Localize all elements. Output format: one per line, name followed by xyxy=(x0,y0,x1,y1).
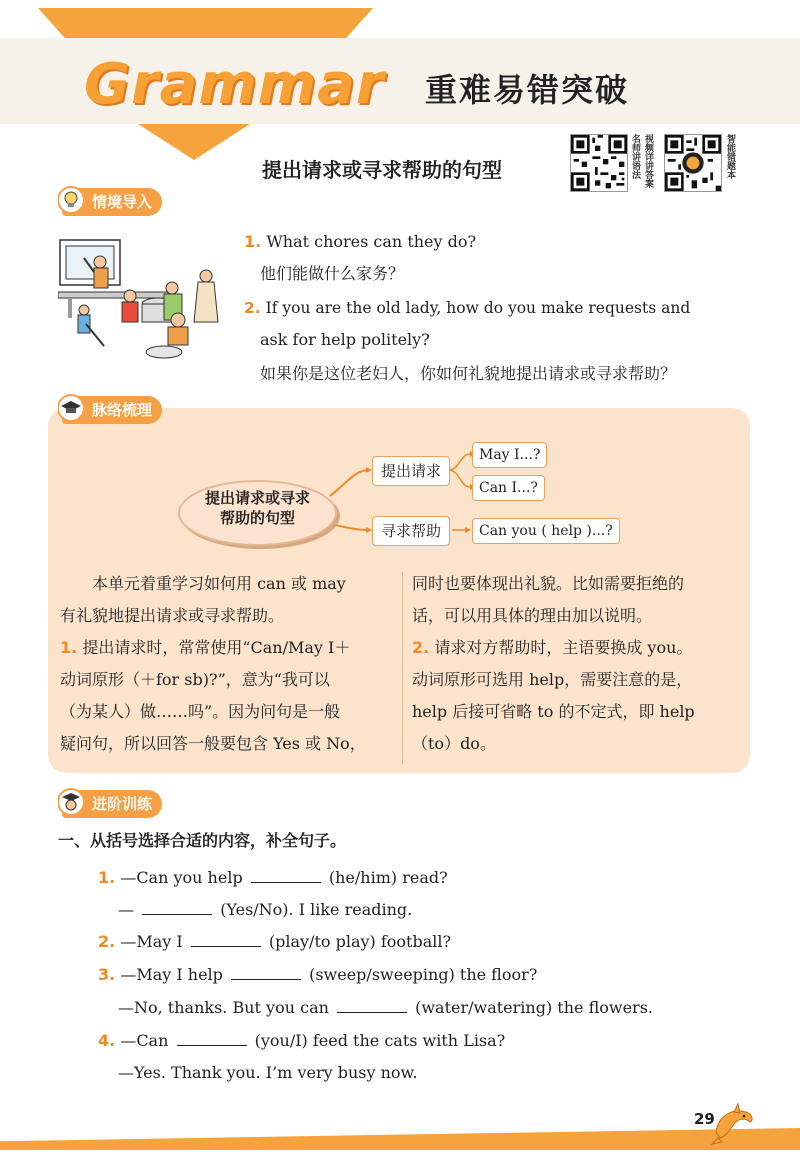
exercise-4-number: 4. xyxy=(98,1031,116,1050)
question-2-chinese: 如果你是这位老妇人，你如何礼貌地提出请求或寻求帮助？ xyxy=(260,364,677,383)
student-icon xyxy=(58,788,88,818)
graduation-cap-icon xyxy=(58,394,88,424)
question-1-number: 1. xyxy=(244,232,262,251)
tag-situation-label: 情境导入 xyxy=(92,193,153,211)
qr-label-left-2: 视频详讲答案 xyxy=(643,134,653,188)
mindmap-leaf-may-i: May I...? xyxy=(472,442,547,468)
exercise-1-text-a: —Can you help xyxy=(120,868,243,887)
point-2-line-2: 动词原形可选用 help，需要注意的是， xyxy=(412,670,693,689)
point-1-line-4: 疑问句，所以回答一般要包含 Yes 或 No， xyxy=(60,734,366,753)
exercise-4-blank-1[interactable] xyxy=(177,1029,247,1046)
question-2-english-line-1: If you are the old lady, how do you make requests and xyxy=(265,299,691,317)
point-1-line-1 xyxy=(60,632,395,664)
grammar-title: Grammar xyxy=(84,52,385,117)
intro-line-1: 本单元着重学习如何用 can 或 may xyxy=(92,574,346,593)
footer-band xyxy=(0,1128,800,1150)
point-2-text-1: 请求对方帮助时，主语要换成 you。 xyxy=(434,638,693,657)
tag-situation xyxy=(62,188,162,216)
exercise-1-text-d: (Yes/No). I like reading. xyxy=(220,900,413,919)
exercise-4-question xyxy=(98,1029,505,1052)
point-2-line-4: （to）do。 xyxy=(412,734,496,753)
point-2-line-1 xyxy=(412,632,747,664)
exercise-4-answer: —Yes. Thank you. I’m very busy now. xyxy=(118,1063,418,1082)
tag-practice-label: 进阶训练 xyxy=(92,795,153,813)
question-1 xyxy=(244,232,476,252)
chores-illustration xyxy=(58,236,228,366)
tag-practice xyxy=(62,790,162,818)
exercise-3-blank-2[interactable] xyxy=(337,996,407,1013)
point-1-text-1: 提出请求时，常常使用“Can/May I＋ xyxy=(82,638,351,657)
right-line-1: 同时也要体现出礼貌。比如需要拒绝的 xyxy=(412,574,685,593)
qr-code-icon[interactable] xyxy=(570,134,628,192)
exercise-4-text-a: —Can xyxy=(120,1031,169,1050)
header-subtitle: 重难易错突破 xyxy=(425,71,630,109)
exercise-1-text-c: — xyxy=(118,900,134,919)
exercise-3-text-c: —No, thanks. But you can xyxy=(118,998,329,1017)
qr-code-icon[interactable] xyxy=(664,134,722,192)
exercise-2-question xyxy=(98,930,451,953)
exercise-2-text-a: —May I xyxy=(120,932,183,951)
dolphin-icon xyxy=(710,1102,758,1146)
exercise-1-question xyxy=(98,866,448,889)
mindmap-center-line-2: 帮助的句型 xyxy=(219,509,295,527)
qr-label-right: 智能错题本 xyxy=(725,134,735,179)
exercise-3-text-d: (water/watering) the flowers. xyxy=(415,998,653,1017)
mindmap-branch-request: 提出请求 xyxy=(372,456,450,486)
qr-label-left: 名师讲语法 xyxy=(630,134,640,179)
exercise-3-blank-1[interactable] xyxy=(231,963,301,980)
exercise-2-number: 2. xyxy=(98,932,116,951)
mindmap-leaf-can-i: Can I...? xyxy=(472,475,545,501)
mindmap-center-line-1: 提出请求或寻求 xyxy=(204,489,310,507)
exercise-3-text-b: (sweep/sweeping) the floor? xyxy=(309,965,538,984)
exercise-1-number: 1. xyxy=(98,868,116,887)
point-1-line-2: 动词原形（＋for sb)?”，意为“我可以 xyxy=(60,670,330,689)
tag-overview-label: 脉络梳理 xyxy=(92,401,153,419)
mindmap-center xyxy=(178,480,337,546)
question-2 xyxy=(244,298,690,318)
header-decoration-top xyxy=(38,8,373,38)
point-1-line-3: （为某人）做……吗”。因为问句是一般 xyxy=(60,702,341,721)
explanation-left-column xyxy=(60,568,395,760)
question-1-english: What chores can they do? xyxy=(266,232,477,251)
tag-overview xyxy=(62,396,162,424)
exercise-1-text-b: (he/him) read? xyxy=(328,868,448,887)
exercise-1-blank-2[interactable] xyxy=(142,898,212,915)
explanation-right-column xyxy=(412,568,747,760)
header-decoration-bottom xyxy=(138,124,250,160)
exercise-3-answer xyxy=(118,996,653,1019)
question-2-english-line-2: ask for help politely? xyxy=(260,330,430,349)
exercise-3-question xyxy=(98,963,537,986)
question-2-number: 2. xyxy=(244,299,261,317)
section-title: 提出请求或寻求帮助的句型 xyxy=(262,158,502,182)
intro-line-2: 有礼貌地提出请求或寻求帮助。 xyxy=(60,606,285,625)
exercise-1-answer xyxy=(118,898,412,921)
question-1-chinese: 他们能做什么家务？ xyxy=(260,264,405,283)
mindmap-leaf-can-you-help: Can you ( help )...? xyxy=(472,518,620,544)
exercise-2-text-b: (play/to play) football? xyxy=(268,932,452,951)
column-divider xyxy=(402,572,403,764)
exercise-3-text-a: —May I help xyxy=(120,965,223,984)
mindmap-branch-help: 寻求帮助 xyxy=(372,516,450,546)
point-1-number: 1. xyxy=(60,638,78,657)
exercise-3-number: 3. xyxy=(98,965,116,984)
point-2-line-3: help 后接可省略 to 的不定式，即 help xyxy=(412,702,695,721)
exercise-4-text-b: (you/I) feed the cats with Lisa? xyxy=(254,1031,506,1050)
exercise-1-blank-1[interactable] xyxy=(251,866,321,883)
right-line-2: 话，可以用具体的理由加以说明。 xyxy=(412,606,653,625)
point-2-number: 2. xyxy=(412,638,430,657)
lightbulb-icon xyxy=(58,186,88,216)
page-number: 29 xyxy=(694,1110,715,1128)
exercise-2-blank-1[interactable] xyxy=(191,930,261,947)
exercise-heading: 一、从括号选择合适的内容，补全句子。 xyxy=(58,831,347,850)
